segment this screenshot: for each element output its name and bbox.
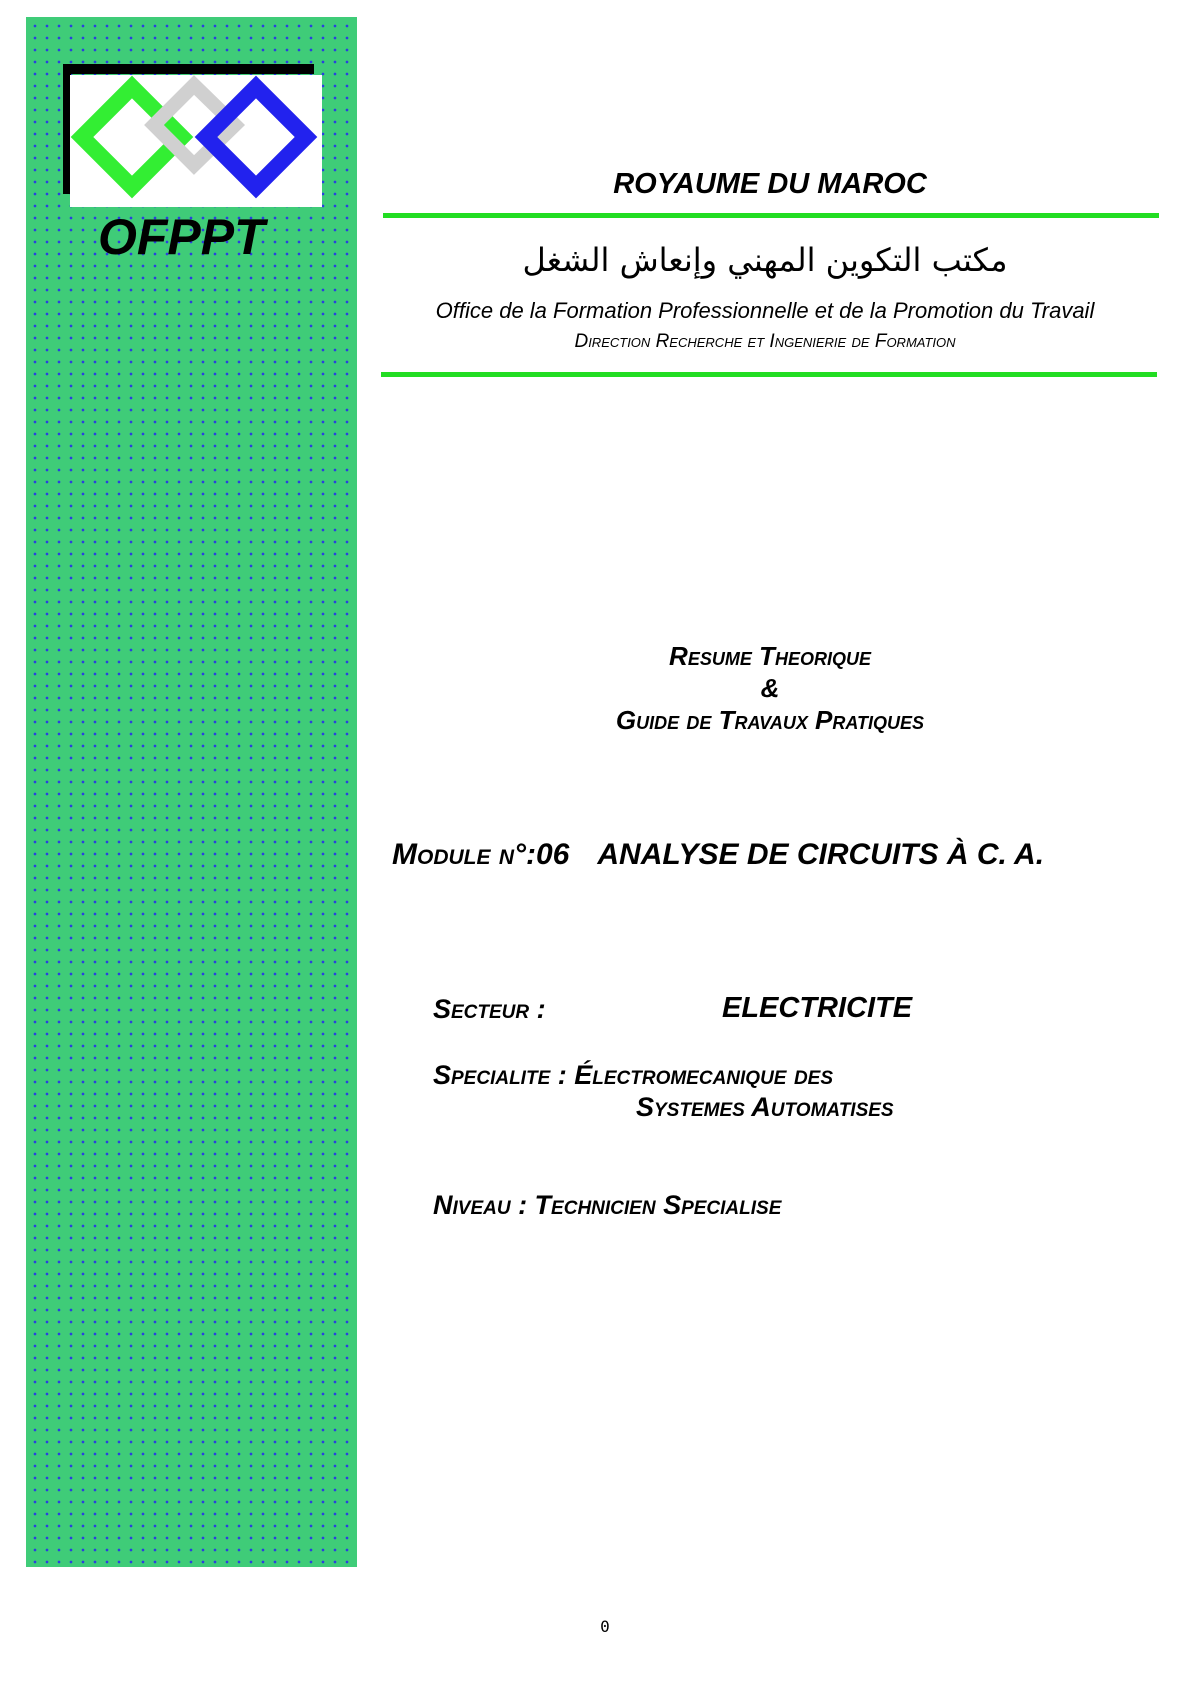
title-line-2: & [760,673,780,703]
ofppt-logo-icon [70,75,322,207]
secteur-label: Secteur : [433,994,546,1024]
niveau-line: Niveau : Technicien Specialise [433,1190,782,1220]
module-label: Module n°:06 [392,838,570,871]
direction-name: Direction Recherche et Ingenierie de Formation [574,331,956,352]
bottom-rule [381,372,1157,377]
specialite-line-2: Systemes Automatises [636,1092,894,1122]
arabic-office-name: مكتب التكوين المهني وإنعاش الشغل [522,241,1008,279]
title-line-3: Guide de Travaux Pratiques [615,705,925,735]
kingdom-heading: ROYAUME DU MAROC [613,168,927,200]
logo-frame-top [63,64,314,74]
document-title [380,640,1160,736]
module-line [392,840,1044,870]
logo-text: OFPPT [98,209,265,265]
title-line-1: Resume Theorique [669,641,871,671]
specialite-line-1: Specialite : Électromecanique des [433,1060,834,1090]
module-title: ANALYSE DE CIRCUITS À C. A. [597,838,1045,871]
secteur-value: ELECTRICITE [722,992,913,1024]
page-number: 0 [600,1617,610,1636]
top-rule [383,213,1159,218]
office-name: Office de la Formation Professionnelle et de la Promotion du Travail [435,298,1095,323]
